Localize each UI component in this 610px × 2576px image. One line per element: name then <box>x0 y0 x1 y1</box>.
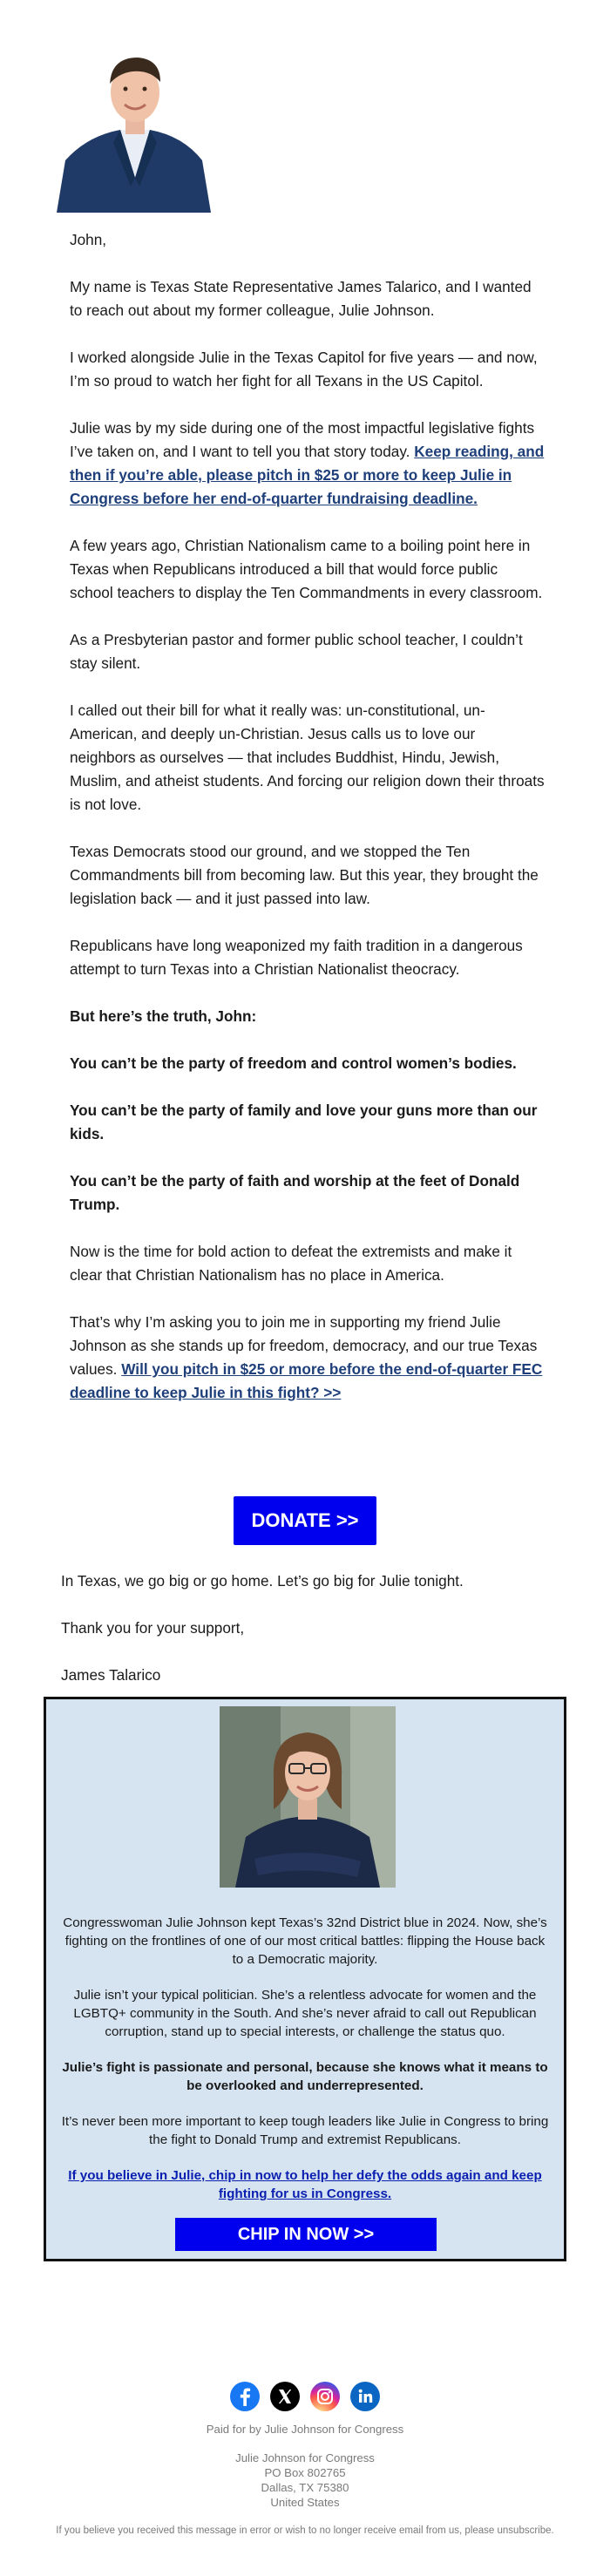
address-city: Dallas, TX 75380 <box>261 2481 349 2494</box>
signature: James Talarico <box>61 1666 161 1684</box>
chip-in-button[interactable]: CHIP IN NOW >> <box>175 2218 437 2251</box>
julie-paragraph-advocate: Julie isn’t your typical politician. She’s a relentless advocate for women and the LGBTQ+ community in the South. And she’s never afraid to call out Republican corruption, stand up to special interests, or challenge the status quo. <box>73 1988 537 2039</box>
bold-faith: You can’t be the party of faith and worship at the feet of Donald Trump. <box>70 1172 520 1213</box>
social-links <box>0 2382 610 2411</box>
donate-button[interactable]: DONATE >> <box>234 1496 376 1545</box>
address-org: Julie Johnson for Congress <box>235 2451 375 2464</box>
bold-family: You can’t be the party of family and love your guns more than our kids. <box>70 1102 538 1142</box>
greeting: John, <box>70 231 107 248</box>
footer <box>0 2422 610 2538</box>
pitch-in-link-1[interactable]: Keep reading, and then if you’re able, please pitch in $25 or more to keep Julie in Congress before her end-of-quarter fundraising deadline. <box>70 443 545 507</box>
julie-link-paragraph <box>58 2166 552 2203</box>
portrait-image <box>52 38 218 213</box>
paragraph-history: A few years ago, Christian Nationalism came to a boiling point here in Texas when Republicans introduced a bill that would force public school teachers to display the Ten Commandments in every classroom. <box>70 537 543 601</box>
address-country: United States <box>270 2496 340 2509</box>
paragraph-ask-text: That’s why I’m asking you to join me in supporting my friend Julie Johnson as she stands up for freedom, democracy, and our true Texas values. <box>70 1313 538 1378</box>
paragraph-colleague: I worked alongside Julie in the Texas Capitol for five years — and now, I’m so proud to watch her fight for all Texans in the US Capitol. <box>70 349 538 390</box>
julie-paragraph-tough: It’s never been more important to keep tough leaders like Julie in Congress to bring the fight to Donald Trump and extremist Republicans. <box>61 2114 549 2147</box>
julie-info-box <box>44 1697 566 2261</box>
thank-you-line: Thank you for your support, <box>61 1619 245 1637</box>
mailing-address <box>0 2451 610 2510</box>
paragraph-bold-action: Now is the time for bold action to defeat the extremists and make it clear that Christian Nationalism has no place in America. <box>70 1243 512 1284</box>
bold-truth: But here’s the truth, John: <box>70 1007 257 1025</box>
pitch-in-link-2[interactable]: Will you pitch in $25 or more before the end-of-quarter FEC deadline to keep Julie in this fight? >> <box>70 1360 543 1401</box>
paragraph-republicans: Republicans have long weaponized my faith tradition in a dangerous attempt to turn Texas into a Christian Nationalist theocracy. <box>70 937 523 978</box>
unsubscribe-text[interactable]: If you believe you received this message in error or wish to no longer receive email from us, please unsubscribe. <box>56 2525 554 2536</box>
letter-body <box>70 228 545 1428</box>
paragraph-democrats: Texas Democrats stood our ground, and we stopped the Ten Commandments bill from becoming law. But this year, they brought the legislation back — and it just passed into law. <box>70 843 539 907</box>
julie-portrait-image <box>220 1706 396 1888</box>
bold-freedom: You can’t be the party of freedom and control women’s bodies. <box>70 1054 517 1072</box>
julie-photo <box>220 1706 396 1888</box>
closing <box>61 1569 549 1711</box>
closing-line: In Texas, we go big or go home. Let’s go big for Julie tonight. <box>61 1572 464 1590</box>
paragraph-intro: My name is Texas State Representative James Talarico, and I wanted to reach out about my former colleague, Julie Johnson. <box>70 278 532 319</box>
header-photo <box>52 38 218 213</box>
paid-for-line: Paid for by Julie Johnson for Congress <box>206 2423 404 2436</box>
paragraph-story <box>70 417 545 511</box>
julie-paragraph-district: Congresswoman Julie Johnson kept Texas’s 32nd District blue in 2024. Now, she’s fighting on the frontlines of one of our most critical battles: flipping the House back to a Democratic majority. <box>63 1915 547 1967</box>
paragraph-ask <box>70 1311 545 1405</box>
paragraph-callout: I called out their bill for what it really was: un-constitutional, un-American, and deeply un-Christian. Jesus calls us to love our neighbors as ourselves — that includes Buddhist, Hindu, Jewish, Muslim, and atheist students. And forcing our religion down their throats is not love. <box>70 702 545 813</box>
facebook-icon[interactable] <box>230 2382 260 2411</box>
donate-wrap <box>0 1496 610 1545</box>
address-po-box: PO Box 802765 <box>264 2466 346 2479</box>
chip-in-link[interactable]: If you believe in Julie, chip in now to help her defy the odds again and keep fighting for us in Congress. <box>68 2168 542 2201</box>
x-icon[interactable] <box>270 2382 300 2411</box>
paragraph-pastor: As a Presbyterian pastor and former public school teacher, I couldn’t stay silent. <box>70 631 523 672</box>
linkedin-icon[interactable] <box>350 2382 380 2411</box>
paragraph-story-text: Julie was by my side during one of the most impactful legislative fights I’ve taken on, and I want to tell you that story today. <box>70 419 535 460</box>
julie-box-text <box>58 1914 552 2220</box>
julie-paragraph-personal: Julie’s fight is passionate and personal, because she knows what it means to be overlooked and underrepresented. <box>62 2060 548 2093</box>
instagram-icon[interactable] <box>310 2382 340 2411</box>
